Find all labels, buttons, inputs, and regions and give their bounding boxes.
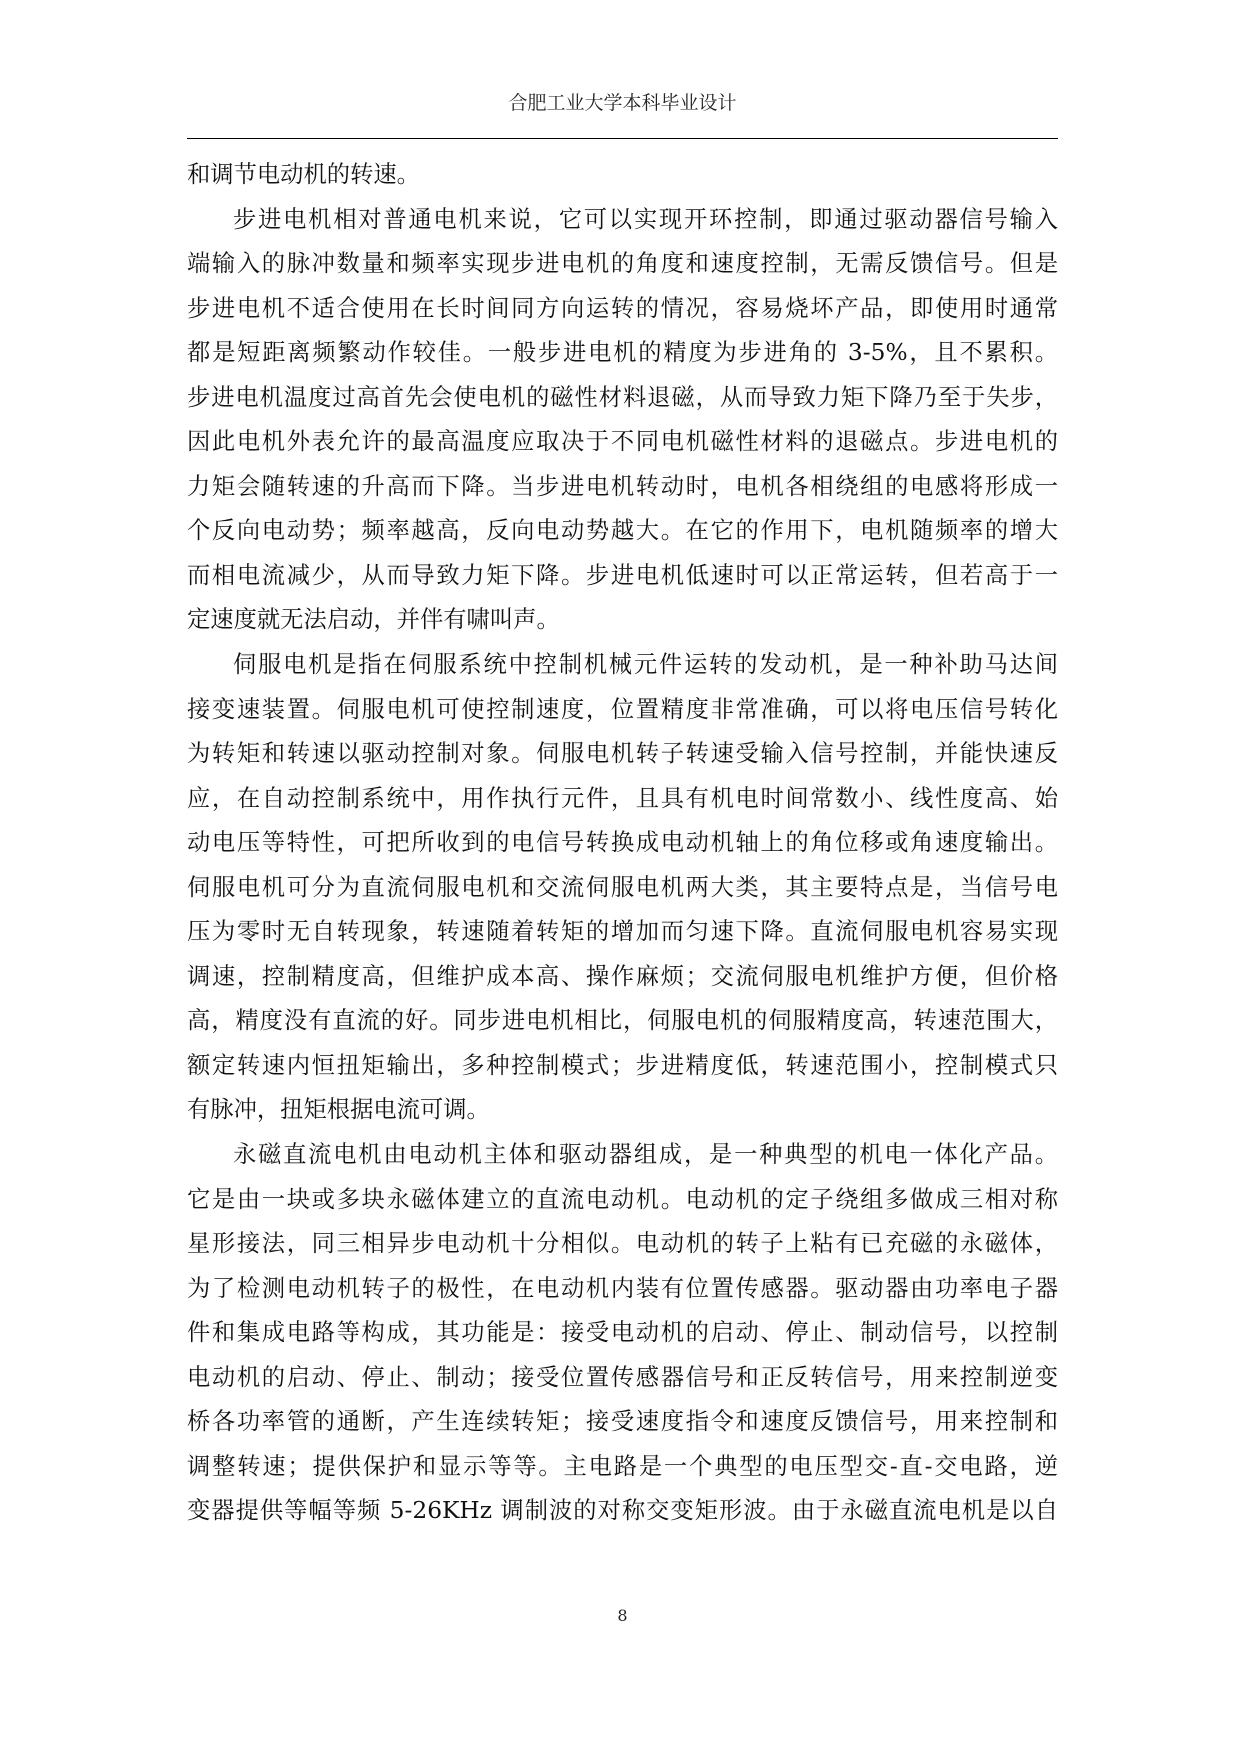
text-line: 额定转速内恒扭矩输出，多种控制模式；步进精度低，转速范围小，控制模式只: [187, 1051, 1058, 1079]
page-number: 8: [617, 1606, 628, 1625]
text-line: 星形接法，同三相异步电动机十分相似。电动机的转子上粘有已充磁的永磁体，: [187, 1230, 1058, 1258]
header-rule: [187, 138, 1058, 139]
text-line: 电动机的启动、停止、制动；接受位置传感器信号和正反转信号，用来控制逆变: [187, 1363, 1058, 1391]
text-line: 和调节电动机的转速。: [187, 161, 420, 188]
text-line: 步进电机温度过高首先会使电机的磁性材料退磁，从而导致力矩下降乃至于失步，: [187, 383, 1058, 411]
text-line: 伺服电机是指在伺服系统中控制机械元件运转的发动机，是一种补助马达间: [233, 651, 1058, 679]
text-line: 因此电机外表允许的最高温度应取决于不同电机磁性材料的退磁点。步进电机的: [187, 428, 1058, 456]
text-line: 调整转速；提供保护和显示等等。主电路是一个典型的电压型交-直-交电路，逆: [187, 1452, 1058, 1480]
text-line: 有脉冲，扭矩根据电流可调。: [187, 1096, 490, 1124]
text-line: 变器提供等幅等频 5-26KHz 调制波的对称交变矩形波。由于永磁直流电机是以自: [187, 1497, 1058, 1525]
text-line: 力矩会随转速的升高而下降。当步进电机转动时，电机各相绕组的电感将形成一: [187, 472, 1058, 500]
text-line: 动电压等特性，可把所收到的电信号转换成电动机轴上的角位移或角速度输出。: [187, 829, 1058, 857]
text-line: 个反向电动势；频率越高，反向电动势越大。在它的作用下，电机随频率的增大: [187, 517, 1058, 545]
text-line: 件和集成电路等构成，其功能是：接受电动机的启动、停止、制动信号，以控制: [187, 1319, 1058, 1347]
text-line: 为转矩和转速以驱动控制对象。伺服电机转子转速受输入信号控制，并能快速反: [187, 740, 1058, 768]
text-line: 调速，控制精度高，但维护成本高、操作麻烦；交流伺服电机维护方便，但价格: [187, 962, 1058, 990]
text-line: 端输入的脉冲数量和频率实现步进电机的角度和速度控制，无需反馈信号。但是: [187, 250, 1058, 278]
body-text: [187, 160, 1058, 1541]
text-line: 接变速装置。伺服电机可使控制速度，位置精度非常准确，可以将电压信号转化: [187, 695, 1058, 723]
text-line: 永磁直流电机由电动机主体和驱动器组成，是一种典型的机电一体化产品。: [233, 1141, 1058, 1169]
text-line: 高，精度没有直流的好。同步进电机相比，伺服电机的伺服精度高，转速范围大，: [187, 1007, 1058, 1035]
text-line: 压为零时无自转现象，转速随着转矩的增加而匀速下降。直流伺服电机容易实现: [187, 918, 1058, 946]
page-header-title: 合肥工业大学本科毕业设计: [508, 92, 737, 114]
text-line: 伺服电机可分为直流伺服电机和交流伺服电机两大类，其主要特点是，当信号电: [187, 873, 1058, 901]
text-line: 而相电流减少，从而导致力矩下降。步进电机低速时可以正常运转，但若高于一: [187, 561, 1058, 589]
text-line: 步进电机不适合使用在长时间同方向运转的情况，容易烧坏产品，即使用时通常: [187, 294, 1058, 322]
text-line: 步进电机相对普通电机来说，它可以实现开环控制，即通过驱动器信号输入: [233, 205, 1058, 233]
text-line: 都是短距离频繁动作较佳。一般步进电机的精度为步进角的 3-5%，且不累积。: [187, 339, 1058, 367]
text-line: 桥各功率管的通断，产生连续转矩；接受速度指令和速度反馈信号，用来控制和: [187, 1408, 1058, 1436]
text-line: 为了检测电动机转子的极性，在电动机内装有位置传感器。驱动器由功率电子器: [187, 1274, 1058, 1302]
text-line: 定速度就无法启动，并伴有啸叫声。: [187, 606, 560, 634]
text-line: 应，在自动控制系统中，用作执行元件，且具有机电时间常数小、线性度高、始: [187, 784, 1058, 812]
text-line: 它是由一块或多块永磁体建立的直流电动机。电动机的定子绕组多做成三相对称: [187, 1185, 1058, 1213]
